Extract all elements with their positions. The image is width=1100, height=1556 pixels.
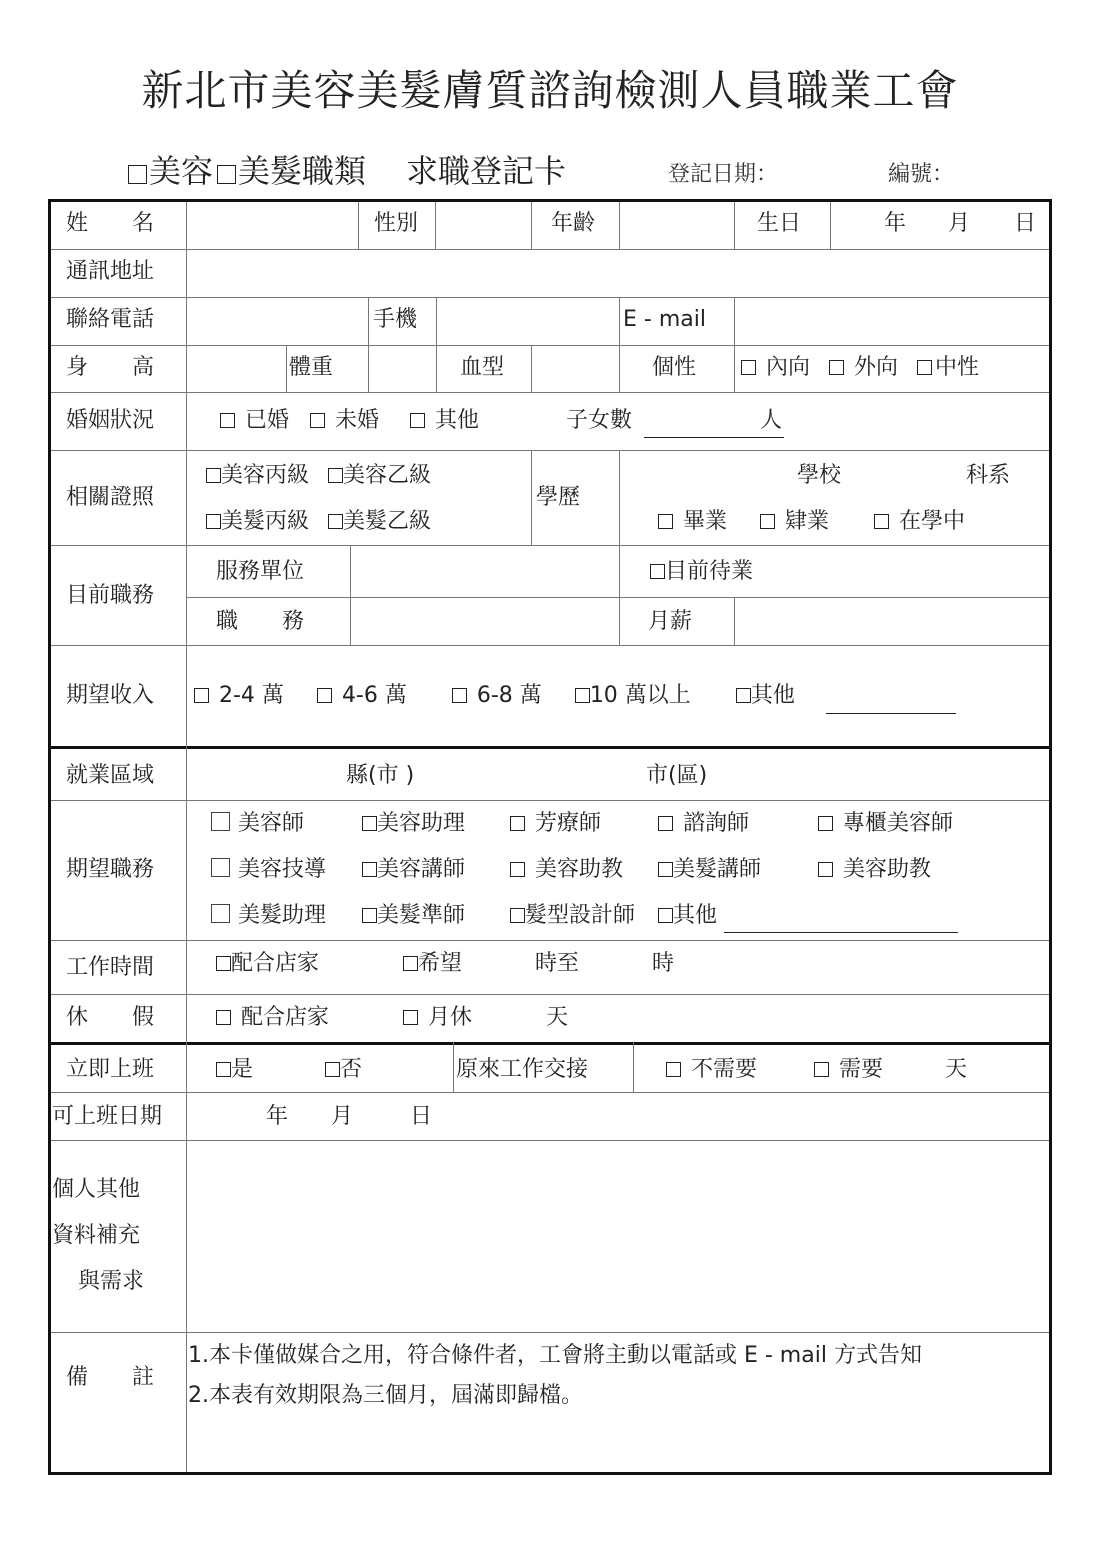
name-label: 姓 名 bbox=[66, 211, 155, 236]
address-label: 通訊地址 bbox=[66, 259, 155, 284]
unemployed-label: 目前待業 bbox=[665, 559, 754, 584]
registration-form-table bbox=[48, 199, 1052, 1475]
marital-label: 婚姻狀況 bbox=[66, 408, 155, 433]
graduated-label: 畢業 bbox=[683, 509, 728, 534]
single-label: 未婚 bbox=[335, 408, 380, 433]
email-label: E - mail bbox=[623, 307, 706, 332]
region-label: 就業區域 bbox=[66, 763, 155, 788]
birthday-label: 生日 bbox=[757, 211, 802, 236]
leave-store-label: 配合店家 bbox=[241, 1005, 330, 1030]
handover-label: 原來工作交接 bbox=[456, 1057, 589, 1082]
hair-category-label: 美髮職類 bbox=[238, 152, 367, 190]
expected-job-label: 期望職務 bbox=[66, 857, 155, 882]
job-beauty-ta-2-label: 美容助教 bbox=[843, 857, 932, 882]
blood-type-label: 血型 bbox=[460, 355, 505, 380]
studying-label: 在學中 bbox=[899, 509, 966, 534]
birth-day-label: 日 bbox=[1014, 211, 1037, 236]
job-counter-beautician-label: 專櫃美容師 bbox=[843, 811, 954, 836]
hair-c-label: 美髮丙級 bbox=[221, 509, 310, 534]
height-label: 身 高 bbox=[66, 355, 155, 380]
other-info-label-1: 個人其他 bbox=[52, 1177, 141, 1202]
children-unit: 人 bbox=[760, 408, 783, 433]
income-4-6-label: 4-6 萬 bbox=[341, 683, 407, 708]
job-beauty-assistant-label: 美容助理 bbox=[377, 811, 466, 836]
work-time-label: 工作時間 bbox=[66, 955, 155, 980]
salary-label: 月薪 bbox=[648, 609, 693, 634]
children-label: 子女數 bbox=[566, 408, 633, 433]
phone-label: 聯絡電話 bbox=[66, 307, 155, 332]
work-time-from-label: 時至 bbox=[535, 951, 580, 976]
hair-b-label: 美髮乙級 bbox=[343, 509, 432, 534]
start-year-label: 年 bbox=[266, 1104, 289, 1129]
married-label: 已婚 bbox=[245, 408, 290, 433]
income-6-8-label: 6-8 萬 bbox=[476, 683, 542, 708]
remark-note-1: 1.本卡僅做媒合之用，符合條件者，工會將主動以電話或 E - mail 方式告知 bbox=[188, 1343, 922, 1368]
start-now-label: 立即上班 bbox=[66, 1057, 155, 1082]
birth-year-label: 年 bbox=[884, 211, 907, 236]
income-other-label: 其他 bbox=[750, 683, 795, 708]
job-beauty-instructor-label: 美容技導 bbox=[238, 857, 327, 882]
marital-other-label: 其他 bbox=[435, 408, 480, 433]
department-label: 科系 bbox=[966, 463, 1011, 488]
county-label: 縣(市 ) bbox=[346, 763, 415, 788]
age-label: 年齡 bbox=[551, 211, 596, 236]
leave-day-label: 天 bbox=[546, 1005, 569, 1030]
job-hair-designer-label: 髮型設計師 bbox=[525, 903, 636, 928]
leave-month-label: 月休 bbox=[428, 1005, 473, 1030]
current-job-label: 目前職務 bbox=[66, 583, 155, 608]
income-10-plus-label: 10 萬以上 bbox=[589, 683, 691, 708]
school-label: 學校 bbox=[797, 463, 842, 488]
start-date-label: 可上班日期 bbox=[52, 1104, 163, 1129]
start-no-label: 否 bbox=[340, 1057, 363, 1082]
handover-days-label: 天 bbox=[945, 1057, 968, 1082]
weight-label: 體重 bbox=[289, 355, 334, 380]
handover-not-needed-label: 不需要 bbox=[691, 1057, 758, 1082]
education-label: 學歷 bbox=[536, 485, 581, 510]
work-time-store-label: 配合店家 bbox=[231, 951, 320, 976]
other-info-label-2: 資料補充 bbox=[52, 1223, 141, 1248]
other-info-label-3: 與需求 bbox=[78, 1269, 145, 1294]
job-hair-lecturer-label: 美髮講師 bbox=[673, 857, 762, 882]
beauty-category-checkbox[interactable] bbox=[128, 165, 147, 184]
registration-date-label: 登記日期： bbox=[668, 162, 779, 187]
position-label: 職 務 bbox=[216, 609, 305, 634]
form-subtitle bbox=[128, 146, 566, 192]
remarks-label: 備 註 bbox=[66, 1365, 155, 1390]
city-label: 市(區) bbox=[646, 763, 708, 788]
job-beauty-ta-label: 美容助教 bbox=[535, 857, 624, 882]
job-hair-assistant-label: 美髮助理 bbox=[238, 903, 327, 928]
job-beauty-lecturer-label: 美容講師 bbox=[377, 857, 466, 882]
job-consultant-label: 諮詢師 bbox=[683, 811, 750, 836]
job-aromatherapist-label: 芳療師 bbox=[535, 811, 602, 836]
introvert-label: 內向 bbox=[766, 355, 811, 380]
beauty-category-label: 美容 bbox=[149, 152, 214, 190]
birth-month-label: 月 bbox=[948, 211, 971, 236]
work-time-to-label: 時 bbox=[652, 951, 675, 976]
gender-label: 性別 bbox=[374, 211, 419, 236]
form-outer-border bbox=[48, 199, 1052, 1475]
extrovert-label: 外向 bbox=[854, 355, 899, 380]
personality-label: 個性 bbox=[652, 355, 697, 380]
card-title: 求職登記卡 bbox=[406, 152, 567, 190]
expected-income-label: 期望收入 bbox=[66, 683, 155, 708]
job-hair-junior-label: 美髮準師 bbox=[377, 903, 466, 928]
work-time-hope-label: 希望 bbox=[418, 951, 463, 976]
beauty-c-label: 美容丙級 bbox=[221, 463, 310, 488]
hair-category-checkbox[interactable] bbox=[217, 165, 236, 184]
beauty-b-label: 美容乙級 bbox=[343, 463, 432, 488]
start-day-label: 日 bbox=[410, 1104, 433, 1129]
job-other-label: 其他 bbox=[673, 903, 718, 928]
neutral-label: 中性 bbox=[935, 355, 980, 380]
employer-label: 服務單位 bbox=[216, 559, 305, 584]
income-2-4-label: 2-4 萬 bbox=[219, 683, 284, 708]
mobile-label: 手機 bbox=[373, 307, 418, 332]
remark-note-2: 2.本表有效期限為三個月，屆滿即歸檔。 bbox=[188, 1383, 583, 1408]
start-yes-label: 是 bbox=[231, 1057, 254, 1082]
license-label: 相關證照 bbox=[66, 485, 155, 510]
leave-label: 休 假 bbox=[66, 1005, 155, 1030]
page-title: 新北市美容美髮膚質諮詢檢測人員職業工會 bbox=[141, 66, 959, 115]
number-label: 編號： bbox=[888, 162, 955, 187]
job-beautician-label: 美容師 bbox=[238, 811, 305, 836]
handover-needed-label: 需要 bbox=[839, 1057, 884, 1082]
incomplete-label: 肄業 bbox=[785, 509, 830, 534]
start-month-label: 月 bbox=[331, 1104, 354, 1129]
